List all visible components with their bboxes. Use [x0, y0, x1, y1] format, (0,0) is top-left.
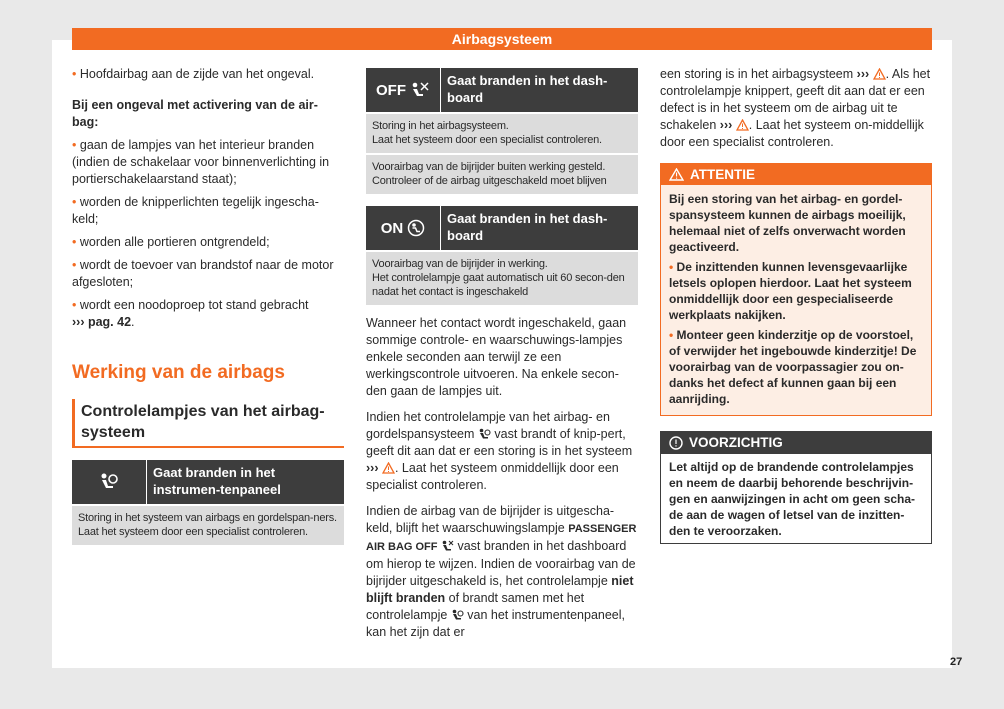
warning-triangle-icon	[873, 68, 886, 80]
airbag-icon	[451, 609, 464, 621]
page-number: 27	[950, 656, 963, 668]
lamp-table-header	[366, 206, 638, 250]
caution-circle-icon	[669, 436, 683, 450]
reference-arrows[interactable]: ›››	[856, 67, 870, 81]
attentie-box	[660, 163, 932, 416]
paragraph: Indien de airbag van de bijrijder is uitgescha-keld, blijft het waarschuwingslampje PASSENGER AIR BAG OFF vast branden in het dashboard om hierop te wijzen. Indien de voorairbag van de bijrijder uitgeschakeld is, het controlelampje niet blijft branden of brandt samen met het controlelampje van het instrumentenpaneel, kan het zijn dat er	[366, 504, 637, 639]
lamp-title: Gaat branden in het dash-board	[447, 211, 608, 243]
lamp-description: Voorairbag van de bijrijder buiten werking gesteld. Controleer of de airbag uitgeschakeld moet blijven	[366, 155, 638, 194]
passenger-airbag-on-icon: ON	[366, 206, 441, 250]
passenger-airbag-off-icon: OFF	[366, 68, 441, 112]
list-item: • wordt de toevoer van brandstof naar de motor afgesloten;	[72, 258, 334, 289]
lamp-title: Gaat branden in het instrumen-tenpaneel	[153, 465, 281, 497]
list-item: • worden de knipperlichten tegelijk ingescha-keld;	[72, 195, 319, 226]
lamp-description: Storing in het systeem van airbags en gordelspan-ners. Laat het systeem door een specialist controleren.	[72, 506, 344, 545]
paragraph: een storing is in het airbagsysteem ››› . Als het controlelampje knippert, geeft dit aan dat er een defect is in het systeem om de airbag uit te schakelen ››› . Laat het systeem on-middellijk door een specialist controleren.	[660, 67, 931, 149]
column-3	[660, 66, 932, 544]
page-reference-link[interactable]: ››› pag. 42	[72, 315, 132, 329]
paragraph: Wanneer het contact wordt ingeschakeld, gaan sommige controle- en waarschuwings-lampjes enkele seconden aan terwijl ze een werkingscontrole uitvoeren. Na enkele secon-den gaan de lampjes uit.	[366, 316, 627, 398]
attentie-header: ATTENTIE	[661, 164, 931, 185]
column-2	[366, 68, 638, 650]
reference-arrows[interactable]: ›››	[366, 461, 379, 475]
reference-arrows[interactable]: ›››	[719, 118, 733, 132]
airbag-off-icon	[441, 540, 454, 552]
lamp-title: Gaat branden in het dash-board	[447, 73, 608, 105]
lamp-description: Voorairbag van de bijrijder in werking. Het controlelampje gaat automatisch uit 60 secon-den nadat het contact is ingeschakeld	[366, 252, 638, 305]
warning-triangle-icon	[736, 119, 749, 131]
passenger-airbag-off-label: PASSENGER AIR BAG OFF	[366, 523, 637, 553]
list-item: • wordt een noodoproep tot stand gebracht ››› pag. 42.	[72, 298, 309, 329]
paragraph: Indien het controlelampje van het airbag- en gordelspansysteem vast brandt of knip-pert, geeft dit aan dat er een storing is in het systeem ››› . Laat het systeem onmiddellijk door een specialist controleren.	[366, 410, 633, 492]
warning-triangle-icon	[669, 168, 684, 181]
list-item: • Hoofdairbag aan de zijde van het ongeval.	[72, 67, 315, 81]
airbag-icon	[478, 428, 491, 440]
column-1	[72, 66, 344, 545]
airbag-warning-icon	[72, 460, 147, 504]
list-item: • worden alle portieren ontgrendeld;	[72, 235, 270, 249]
warning-triangle-icon	[382, 462, 395, 474]
attentie-body: Bij een storing van het airbag- en gordel-spansysteem kunnen de airbags moeilijk, helemaal niet of zelfs onverwacht worden geactiveerd. • De inzittenden kunnen levensgevaarlijke letsels oplopen hierdoor. Laat het systeem onmiddellijk door een gespecialiseerde werkplaats nakijken. • Monteer geen kinderzitje op de voorstoel, of verwijder het ingebouwde kinderzitje! De voorairbag van de voorpassagier zou on-danks het defect af kunnen gaan bij een aanrijding.	[661, 185, 931, 415]
voorzichtig-body: Let altijd op de brandende controlelampjes en neem de daarbij behorende beschrijvin-gen en aanwijzingen in acht om geen scha-de aan de wagen of letsel van de inzitten-den te veroorzaken.	[669, 460, 916, 538]
lamp-table-header	[72, 460, 344, 504]
sub-heading: Controlelampjes van het airbag-systeem	[72, 399, 344, 448]
list-item: • gaan de lampjes van het interieur branden (indien de schakelaar voor binnenverlichting in portierschakelaarstand staat);	[72, 138, 330, 186]
lamp-table-header	[366, 68, 638, 112]
voorzichtig-box	[660, 431, 932, 544]
page-header: Airbagsysteem	[72, 28, 932, 50]
voorzichtig-header: VOORZICHTIG	[661, 432, 931, 454]
section-heading: Werking van de airbags	[72, 362, 285, 383]
accident-heading: Bij een ongeval met activering van de air-bag:	[72, 98, 318, 129]
lamp-description: Storing in het airbagsysteem. Laat het systeem door een specialist controleren.	[366, 114, 638, 153]
